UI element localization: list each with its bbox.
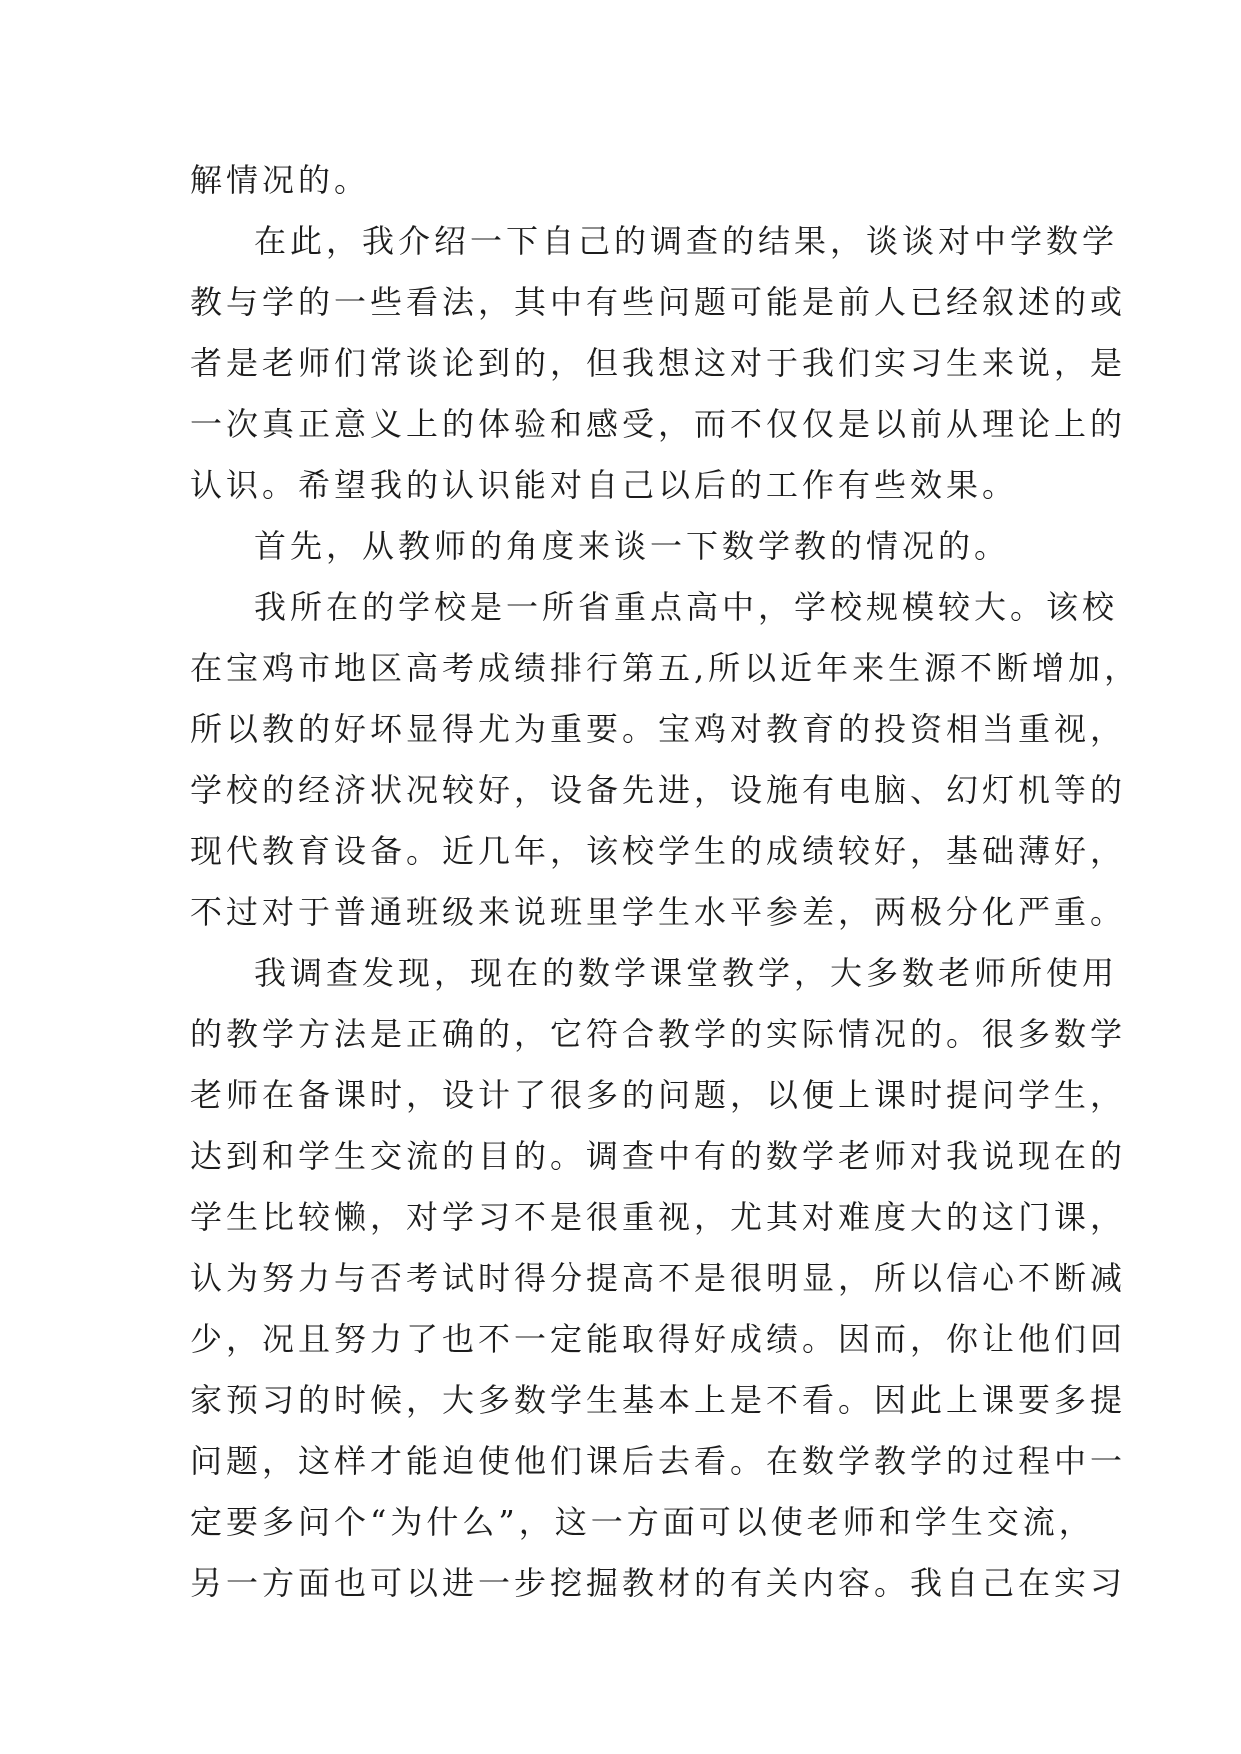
- text-line: 家预习的时候，大多数学生基本上是不看。因此上课要多提: [190, 1381, 1127, 1419]
- text-line: 学生比较懒，对学习不是很重视，尤其对难度大的这门课，: [190, 1198, 1127, 1236]
- text-line: 不过对于普通班级来说班里学生水平参差，两极分化严重。: [190, 893, 1127, 931]
- text-line: 学校的经济状况较好，设备先进，设施有电脑、幻灯机等的: [190, 771, 1127, 809]
- text-line: 另一方面也可以进一步挖掘教材的有关内容。我自己在实习: [190, 1564, 1127, 1602]
- text-line: 达到和学生交流的目的。调查中有的数学老师对我说现在的: [190, 1137, 1127, 1175]
- text-line: 在此，我介绍一下自己的调查的结果，谈谈对中学数学: [254, 222, 1119, 260]
- text-line: 我所在的学校是一所省重点高中，学校规模较大。该校: [254, 588, 1119, 626]
- text-line: 认为努力与否考试时得分提高不是很明显，所以信心不断减: [190, 1259, 1127, 1297]
- text-line: 教与学的一些看法，其中有些问题可能是前人已经叙述的或: [190, 283, 1127, 321]
- text-line: 认识。希望我的认识能对自己以后的工作有些效果。: [190, 466, 1019, 504]
- text-line: 解情况的。: [190, 161, 371, 199]
- body-text: [190, 150, 1141, 1614]
- text-line: 在宝鸡市地区高考成绩排行第五,所以近年来生源不断增加，: [190, 649, 1141, 687]
- text-line: 首先，从教师的角度来谈一下数学教的情况的。: [254, 527, 1011, 565]
- text-line: 我调查发现，现在的数学课堂教学，大多数老师所使用: [254, 954, 1119, 992]
- text-line: 现代教育设备。近几年，该校学生的成绩较好，基础薄好，: [190, 832, 1127, 870]
- text-line: 老师在备课时，设计了很多的问题，以便上课时提问学生，: [190, 1076, 1127, 1114]
- text-line: 一次真正意义上的体验和感受，而不仅仅是以前从理论上的: [190, 405, 1127, 443]
- text-line: 的教学方法是正确的，它符合教学的实际情况的。很多数学: [190, 1015, 1127, 1053]
- text-line: 定要多问个“为什么”，这一方面可以使老师和学生交流，: [190, 1503, 1095, 1541]
- text-line: 所以教的好坏显得尤为重要。宝鸡对教育的投资相当重视，: [190, 710, 1127, 748]
- text-line: 问题，这样才能迫使他们课后去看。在数学教学的过程中一: [190, 1442, 1127, 1480]
- text-line: 少，况且努力了也不一定能取得好成绩。因而，你让他们回: [190, 1320, 1127, 1358]
- text-line: 者是老师们常谈论到的，但我想这对于我们实习生来说，是: [190, 344, 1127, 382]
